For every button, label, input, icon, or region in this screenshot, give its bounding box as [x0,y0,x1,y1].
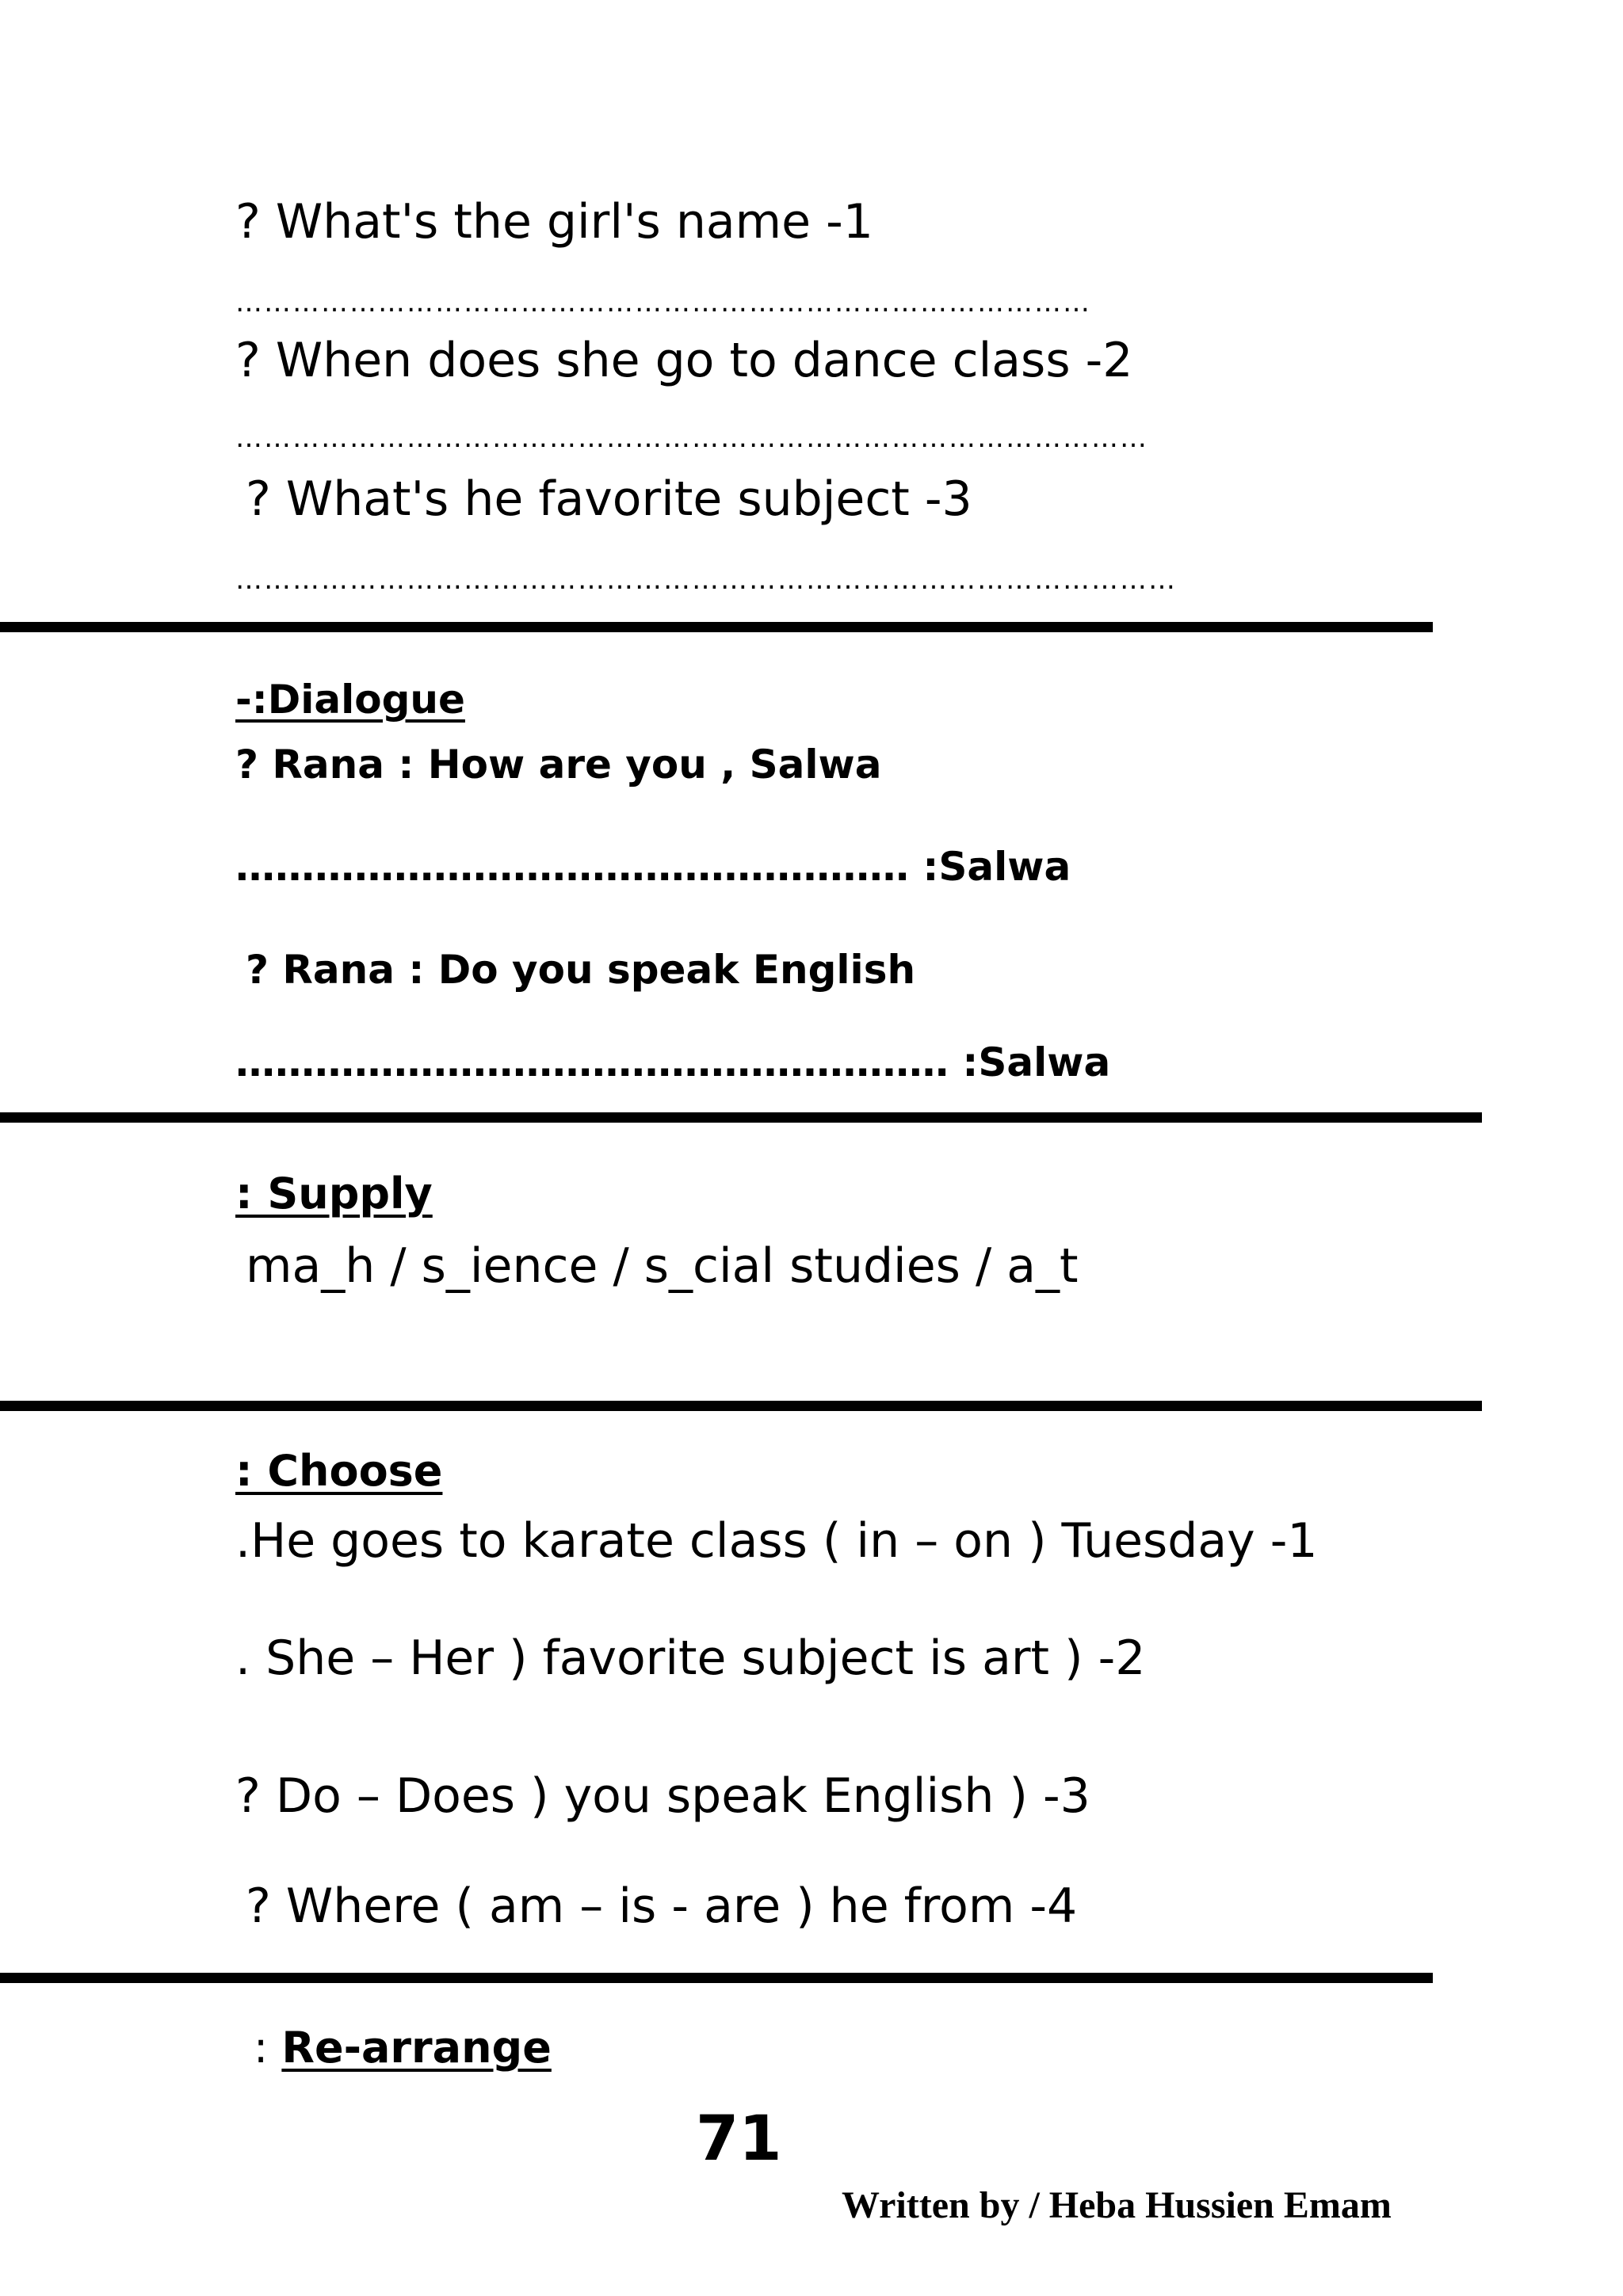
question-3: ? What's he favorite subject -3 [246,471,972,527]
choose-item-4: ? Where ( am – is - are ) he from -4 [246,1878,1078,1934]
rearrange-title [254,2023,552,2073]
section-divider-3 [0,1401,1482,1411]
section-divider-2 [0,1112,1482,1123]
author-footer: Written by / Heba Hussien Emam [842,2184,1392,2226]
dialogue-line-rana-1: ? Rana : How are you , Salwa [235,742,882,788]
rearrange-prefix: : [254,2023,282,2073]
section-divider-1 [0,622,1433,632]
question-1: ? What's the girl's name -1 [235,194,873,250]
choose-item-3: ? Do – Does ) you speak English ) -3 [235,1768,1090,1824]
choose-item-1: .He goes to karate class ( in – on ) Tuesday -1 [235,1513,1318,1569]
question-2: ? When does she go to dance class -2 [235,333,1133,388]
dialogue-line-salwa-2: ……………………………………………… :Salwa [235,1039,1111,1085]
answer-line-1: ……………………………………………………………………………… [235,287,1091,318]
answer-line-2: …………………………………………………………………………………… [235,422,1148,454]
choose-heading: : Choose [235,1446,443,1496]
page-number: 71 [696,2103,782,2175]
dialogue-line-rana-2: ? Rana : Do you speak English [246,947,916,993]
rearrange-heading: Re-arrange [281,2023,552,2073]
supply-words: ma_h / s_ience / s_cial studies / a_t [246,1238,1079,1294]
dialogue-heading: -:Dialogue [235,677,465,723]
supply-heading: : Supply [235,1169,433,1219]
choose-item-2: . She – Her ) favorite subject is art ) -2 [235,1630,1146,1686]
section-divider-4 [0,1973,1433,1983]
dialogue-line-salwa-1: …………………………………………… :Salwa [235,844,1071,890]
answer-line-3: ……………………………………………………………………………………… [235,564,1177,596]
